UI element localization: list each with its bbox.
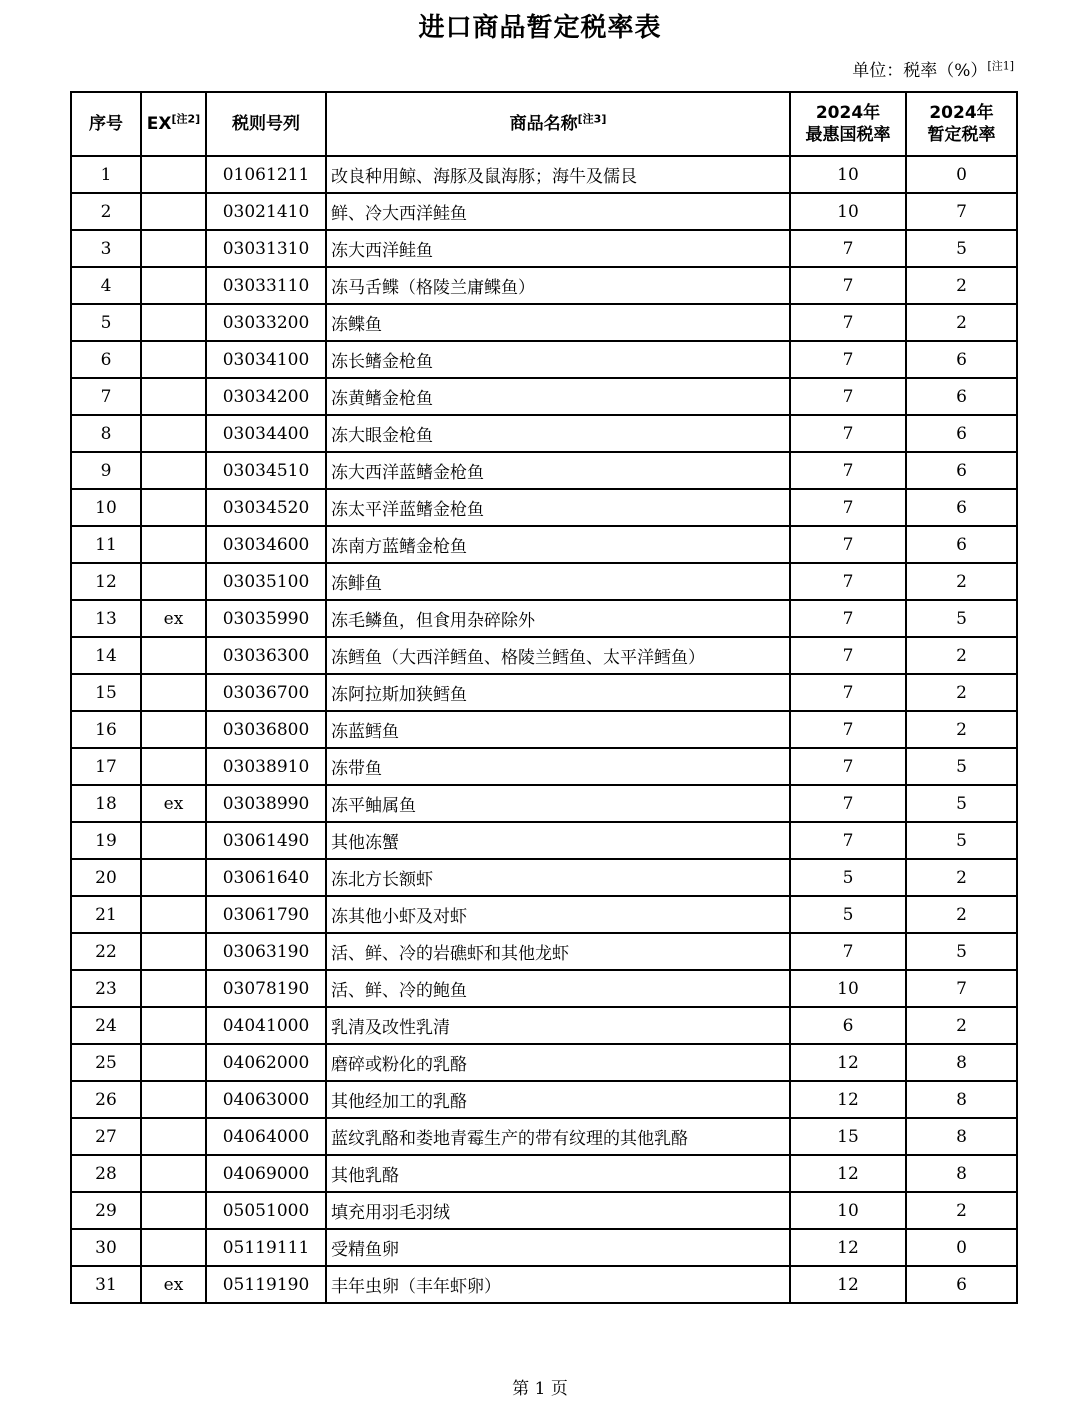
table-row [71,600,1017,637]
cell-mfn-rate: 5 [790,859,906,896]
cell-mfn-rate: 7 [790,415,906,452]
cell-mfn-rate: 7 [790,341,906,378]
cell-code: 03034510 [206,452,326,489]
cell-mfn-rate: 7 [790,563,906,600]
footer-page: 1 [534,1379,546,1399]
cell-code: 04069000 [206,1155,326,1192]
cell-provisional-rate: 5 [906,933,1017,970]
cell-seq: 25 [71,1044,141,1081]
cell-code: 03061790 [206,896,326,933]
cell-mfn-rate: 7 [790,674,906,711]
cell-seq: 10 [71,489,141,526]
cell-provisional-rate: 2 [906,304,1017,341]
cell-name: 冻大西洋蓝鳍金枪鱼 [326,452,790,489]
cell-mfn-rate: 7 [790,230,906,267]
cell-seq: 31 [71,1266,141,1303]
cell-seq: 16 [71,711,141,748]
cell-mfn-rate: 6 [790,1007,906,1044]
cell-mfn-rate: 7 [790,452,906,489]
table-row [71,822,1017,859]
cell-code: 04063000 [206,1081,326,1118]
cell-name: 其他经加工的乳酪 [326,1081,790,1118]
cell-code: 03036800 [206,711,326,748]
table-row [71,970,1017,1007]
cell-code: 03034520 [206,489,326,526]
cell-mfn-rate: 10 [790,1192,906,1229]
cell-code: 03036300 [206,637,326,674]
cell-provisional-rate: 6 [906,341,1017,378]
cell-code: 03038990 [206,785,326,822]
cell-seq: 27 [71,1118,141,1155]
cell-mfn-rate: 7 [790,378,906,415]
cell-name: 冻北方长额虾 [326,859,790,896]
cell-code: 05051000 [206,1192,326,1229]
cell-ex: ex [141,785,206,822]
cell-ex [141,674,206,711]
cell-mfn-rate: 7 [790,748,906,785]
page-number [0,1376,1080,1402]
header-name [326,92,790,156]
cell-code: 03034400 [206,415,326,452]
cell-ex: ex [141,600,206,637]
cell-ex [141,193,206,230]
cell-provisional-rate: 5 [906,748,1017,785]
cell-provisional-rate: 2 [906,637,1017,674]
cell-provisional-rate: 2 [906,859,1017,896]
cell-seq: 6 [71,341,141,378]
cell-provisional-rate: 6 [906,526,1017,563]
cell-name: 冻其他小虾及对虾 [326,896,790,933]
cell-ex [141,1044,206,1081]
cell-mfn-rate: 10 [790,970,906,1007]
cell-ex [141,230,206,267]
cell-code: 03061640 [206,859,326,896]
cell-seq: 20 [71,859,141,896]
cell-provisional-rate: 2 [906,1192,1017,1229]
cell-ex [141,859,206,896]
cell-ex [141,415,206,452]
cell-name: 改良种用鲸、海豚及鼠海豚；海牛及儒艮 [326,156,790,193]
cell-provisional-rate: 0 [906,156,1017,193]
cell-mfn-rate: 12 [790,1081,906,1118]
footer-prefix: 第 [512,1379,530,1399]
table-row [71,1007,1017,1044]
cell-seq: 11 [71,526,141,563]
cell-provisional-rate: 8 [906,1081,1017,1118]
cell-mfn-rate: 7 [790,637,906,674]
cell-provisional-rate: 5 [906,822,1017,859]
cell-mfn-rate: 7 [790,822,906,859]
cell-seq: 5 [71,304,141,341]
cell-provisional-rate: 6 [906,489,1017,526]
cell-ex [141,637,206,674]
cell-name: 冻鲱鱼 [326,563,790,600]
unit-text: 单位：税率（%） [852,61,988,81]
cell-ex [141,748,206,785]
table-row [71,933,1017,970]
cell-name: 冻带鱼 [326,748,790,785]
cell-mfn-rate: 7 [790,933,906,970]
table-row [71,489,1017,526]
cell-provisional-rate: 2 [906,267,1017,304]
cell-seq: 13 [71,600,141,637]
tariff-table [70,91,1018,1304]
table-row [71,526,1017,563]
table-row [71,1192,1017,1229]
header-ex-note: [注2] [171,112,201,126]
cell-seq: 4 [71,267,141,304]
cell-mfn-rate: 7 [790,711,906,748]
table-row [71,1266,1017,1303]
header-ex [141,92,206,156]
cell-seq: 19 [71,822,141,859]
cell-provisional-rate: 8 [906,1155,1017,1192]
cell-name: 冻南方蓝鳍金枪鱼 [326,526,790,563]
header-name-note: [注3] [577,112,607,126]
cell-name: 磨碎或粉化的乳酪 [326,1044,790,1081]
header-code: 税则号列 [206,92,326,156]
cell-seq: 2 [71,193,141,230]
cell-provisional-rate: 5 [906,785,1017,822]
cell-name: 受精鱼卵 [326,1229,790,1266]
cell-provisional-rate: 2 [906,1007,1017,1044]
cell-ex [141,1081,206,1118]
cell-seq: 26 [71,1081,141,1118]
cell-name: 活、鲜、冷的岩礁虾和其他龙虾 [326,933,790,970]
cell-ex [141,267,206,304]
cell-name: 丰年虫卵（丰年虾卵） [326,1266,790,1303]
cell-seq: 22 [71,933,141,970]
tariff-body [71,156,1017,1303]
cell-name: 冻马舌鲽（格陵兰庸鲽鱼） [326,267,790,304]
cell-provisional-rate: 7 [906,193,1017,230]
cell-ex [141,933,206,970]
header-name-label: 商品名称 [509,114,578,134]
cell-ex [141,156,206,193]
cell-code: 03038910 [206,748,326,785]
cell-seq: 1 [71,156,141,193]
cell-code: 03021410 [206,193,326,230]
cell-seq: 23 [71,970,141,1007]
cell-ex [141,489,206,526]
cell-mfn-rate: 15 [790,1118,906,1155]
table-row [71,452,1017,489]
cell-ex [141,711,206,748]
table-row [71,674,1017,711]
cell-provisional-rate: 2 [906,711,1017,748]
cell-ex: ex [141,1266,206,1303]
cell-code: 03035990 [206,600,326,637]
table-row [71,1081,1017,1118]
cell-code: 03031310 [206,230,326,267]
cell-code: 03036700 [206,674,326,711]
cell-seq: 24 [71,1007,141,1044]
cell-ex [141,1192,206,1229]
cell-seq: 29 [71,1192,141,1229]
cell-name: 冻大西洋鲑鱼 [326,230,790,267]
cell-seq: 28 [71,1155,141,1192]
cell-ex [141,341,206,378]
cell-ex [141,378,206,415]
header-mfn-rate [790,92,906,156]
cell-name: 其他乳酪 [326,1155,790,1192]
cell-name: 冻蓝鳕鱼 [326,711,790,748]
cell-mfn-rate: 12 [790,1266,906,1303]
cell-mfn-rate: 12 [790,1044,906,1081]
header-mfn-line2: 最惠国税率 [805,125,891,145]
cell-mfn-rate: 7 [790,489,906,526]
cell-seq: 18 [71,785,141,822]
cell-provisional-rate: 5 [906,230,1017,267]
table-row [71,637,1017,674]
cell-seq: 8 [71,415,141,452]
cell-seq: 9 [71,452,141,489]
table-row [71,711,1017,748]
cell-name: 乳清及改性乳清 [326,1007,790,1044]
cell-provisional-rate: 7 [906,970,1017,1007]
cell-code: 03034600 [206,526,326,563]
cell-name: 冻鳕鱼（大西洋鳕鱼、格陵兰鳕鱼、太平洋鳕鱼） [326,637,790,674]
cell-name: 蓝纹乳酪和娄地青霉生产的带有纹理的其他乳酪 [326,1118,790,1155]
cell-code: 03033200 [206,304,326,341]
header-ex-label: EX [146,114,172,134]
cell-mfn-rate: 5 [790,896,906,933]
cell-mfn-rate: 12 [790,1155,906,1192]
cell-name: 冻毛鳞鱼，但食用杂碎除外 [326,600,790,637]
table-row [71,896,1017,933]
cell-code: 03033110 [206,267,326,304]
cell-code: 05119111 [206,1229,326,1266]
cell-seq: 12 [71,563,141,600]
cell-seq: 3 [71,230,141,267]
cell-seq: 30 [71,1229,141,1266]
page-title: 进口商品暂定税率表 [418,13,662,43]
cell-ex [141,822,206,859]
cell-code: 03061490 [206,822,326,859]
cell-provisional-rate: 2 [906,674,1017,711]
cell-code: 03034100 [206,341,326,378]
table-row [71,1155,1017,1192]
cell-ex [141,1118,206,1155]
table-row [71,230,1017,267]
header-prov-line2: 暂定税率 [927,125,996,145]
cell-ex [141,970,206,1007]
cell-provisional-rate: 6 [906,1266,1017,1303]
cell-name: 冻大眼金枪鱼 [326,415,790,452]
cell-provisional-rate: 6 [906,415,1017,452]
cell-provisional-rate: 5 [906,600,1017,637]
cell-code: 01061211 [206,156,326,193]
cell-ex [141,1007,206,1044]
cell-seq: 21 [71,896,141,933]
cell-name: 冻黄鳍金枪鱼 [326,378,790,415]
cell-code: 04064000 [206,1118,326,1155]
cell-name: 冻阿拉斯加狭鳕鱼 [326,674,790,711]
cell-code: 03063190 [206,933,326,970]
cell-provisional-rate: 0 [906,1229,1017,1266]
cell-name: 冻平鲉属鱼 [326,785,790,822]
cell-ex [141,304,206,341]
cell-mfn-rate: 7 [790,600,906,637]
cell-name: 填充用羽毛羽绒 [326,1192,790,1229]
cell-mfn-rate: 7 [790,785,906,822]
cell-mfn-rate: 12 [790,1229,906,1266]
cell-provisional-rate: 8 [906,1118,1017,1155]
table-row [71,859,1017,896]
cell-mfn-rate: 7 [790,267,906,304]
cell-name: 鲜、冷大西洋鲑鱼 [326,193,790,230]
cell-seq: 14 [71,637,141,674]
cell-ex [141,452,206,489]
table-row [71,563,1017,600]
cell-name: 冻太平洋蓝鳍金枪鱼 [326,489,790,526]
unit-note: [注1] [987,59,1014,73]
cell-code: 03078190 [206,970,326,1007]
cell-mfn-rate: 10 [790,193,906,230]
cell-mfn-rate: 7 [790,526,906,563]
table-row [71,341,1017,378]
table-row [71,378,1017,415]
table-row [71,304,1017,341]
cell-mfn-rate: 10 [790,156,906,193]
cell-name: 冻鲽鱼 [326,304,790,341]
cell-ex [141,1155,206,1192]
table-row [71,267,1017,304]
header-row [71,92,1017,156]
cell-seq: 17 [71,748,141,785]
cell-ex [141,896,206,933]
table-row [71,156,1017,193]
header-mfn-line1: 2024年 [815,103,881,123]
cell-provisional-rate: 2 [906,896,1017,933]
cell-code: 03034200 [206,378,326,415]
cell-ex [141,1229,206,1266]
table-row [71,415,1017,452]
cell-code: 04062000 [206,1044,326,1081]
header-prov-line1: 2024年 [929,103,994,123]
table-row [71,748,1017,785]
table-row [71,1229,1017,1266]
footer-suffix: 页 [550,1379,568,1399]
table-row [71,1118,1017,1155]
unit-label [852,58,1014,84]
table-row [71,193,1017,230]
table-row [71,1044,1017,1081]
cell-name: 冻长鳍金枪鱼 [326,341,790,378]
cell-code: 03035100 [206,563,326,600]
cell-provisional-rate: 8 [906,1044,1017,1081]
cell-provisional-rate: 6 [906,378,1017,415]
cell-name: 活、鲜、冷的鲍鱼 [326,970,790,1007]
header-provisional-rate [906,92,1017,156]
cell-seq: 7 [71,378,141,415]
cell-mfn-rate: 7 [790,304,906,341]
cell-code: 05119190 [206,1266,326,1303]
header-seq: 序号 [71,92,141,156]
cell-code: 04041000 [206,1007,326,1044]
cell-ex [141,563,206,600]
cell-name: 其他冻蟹 [326,822,790,859]
cell-provisional-rate: 2 [906,563,1017,600]
cell-ex [141,526,206,563]
table-row [71,785,1017,822]
cell-seq: 15 [71,674,141,711]
cell-provisional-rate: 6 [906,452,1017,489]
